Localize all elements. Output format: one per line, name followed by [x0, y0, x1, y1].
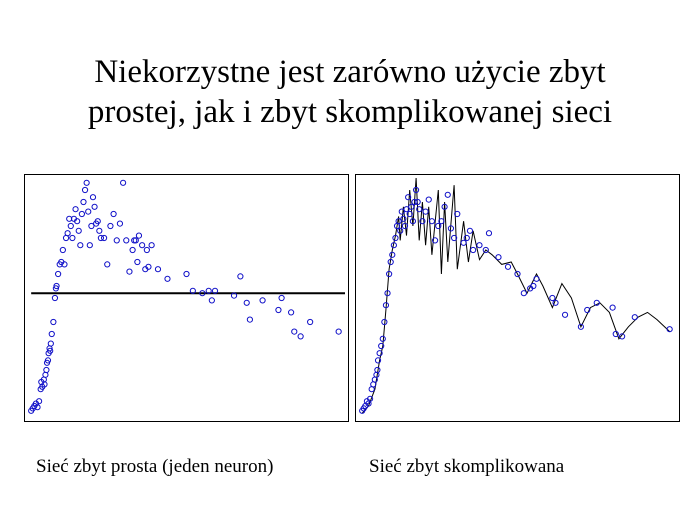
simple-network-plot [24, 174, 349, 422]
complex-network-plot [355, 174, 680, 422]
complex-network-chart [355, 174, 680, 422]
slide-title-line-1: Niekorzystne jest zarówno użycie zbyt [94, 54, 606, 90]
slide-title [0, 52, 700, 132]
simple-network-caption: Sieć zbyt prosta (jeden neuron) [36, 456, 274, 477]
complex-network-caption: Sieć zbyt skomplikowana [369, 456, 565, 477]
simple-network-chart [24, 174, 349, 422]
slide-title-line-2: prostej, jak i zbyt skomplikowanej sieci [87, 94, 613, 130]
plot-frame [25, 175, 349, 422]
